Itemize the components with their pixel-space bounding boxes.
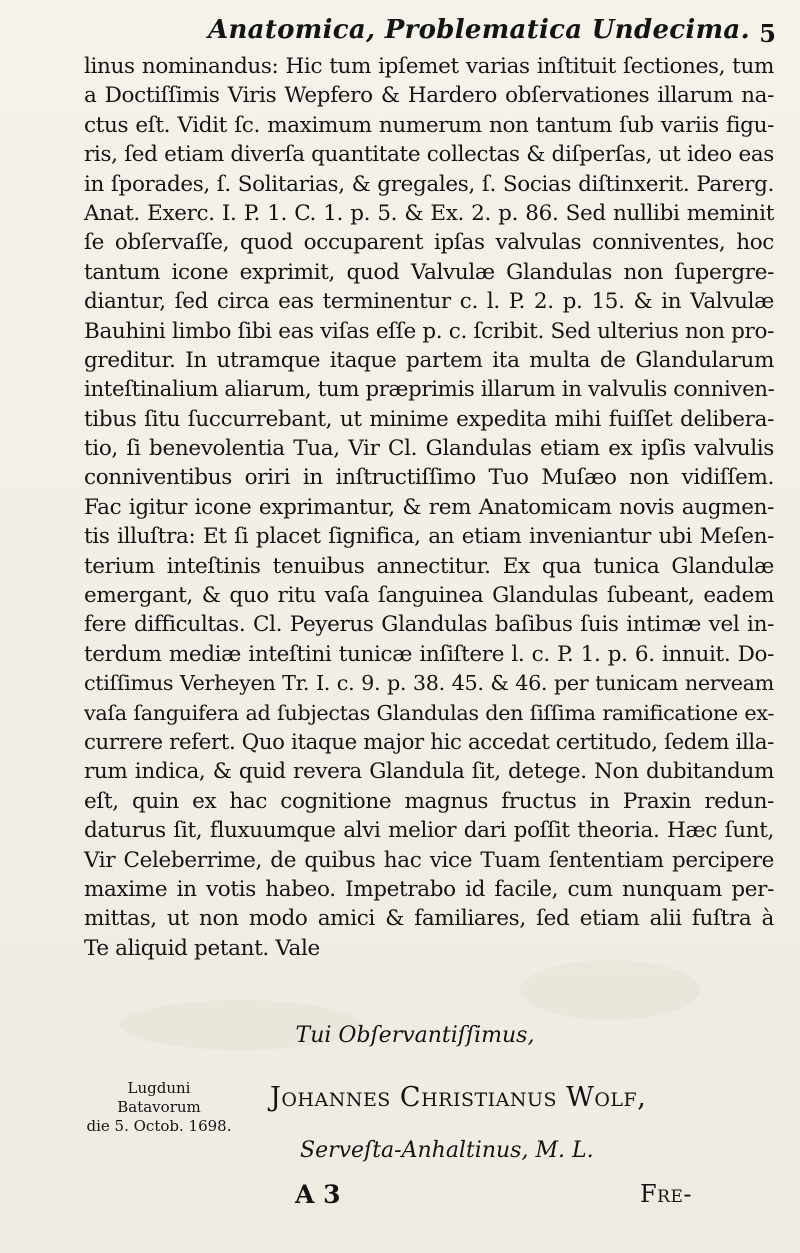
text-line: Bauhini limbo ſibi eas viſas eſſe p. c. ſcribit. Sed ulterius non pro-: [84, 318, 774, 344]
text-line: linus nominandus: Hic tum ipſemet varias inſtituit ſectiones, tum: [84, 54, 774, 79]
text-line: tis illuſtra: Et ſi placet ſignifica, an etiam inveniantur ubi Meſen-: [84, 524, 774, 550]
text-line: mittas, ut non modo amici & familiares, ſed etiam alii fuſtra à: [84, 906, 774, 932]
text-line: tibus ſitu ſuccurrebant, ut minime expedita mihi fuiſſet delibera-: [84, 406, 774, 432]
text-line: currere refert. Quo itaque major hic accedat certitudo, ſedem illa-: [84, 729, 774, 755]
signer-title: Serveſta-Anhaltinus, M. L.: [300, 1138, 594, 1163]
text-line: ctus eſt. Vidit ſc. maximum numerum non tantum ſub variis figu-: [84, 112, 774, 138]
text-line: diantur, ſed circa eas terminentur c. l. P. 2. p. 15. & in Valvulæ: [84, 289, 774, 315]
dateline: [84, 1079, 234, 1136]
catchword: Fre-: [640, 1180, 692, 1208]
text-line: Fac igitur icone exprimantur, & rem Anatomicam novis augmen-: [84, 494, 774, 520]
letter-body: [84, 52, 774, 963]
dateline-place: Lugduni Batavorum: [117, 1079, 201, 1116]
text-line: fere difficultas. Cl. Peyerus Glandulas baſibus ſuis intimæ vel in-: [84, 612, 774, 638]
text-line: emergant, & quo ritu vaſa ſanguinea Glandulas ſubeant, eadem: [84, 583, 774, 609]
text-line: tio, ſi benevolentia Tua, Vir Cl. Glandulas etiam ex ipſis valvulis: [84, 436, 774, 462]
text-line: vaſa ſanguifera ad ſubjectas Glandulas den ſiſſima ramificatione ex-: [84, 700, 774, 725]
signature-name: Johannes Christianus Wolf,: [270, 1082, 647, 1113]
text-line: ſe obſervaſſe, quod occuparent ipſas valvulas conniventes, hoc: [84, 230, 774, 256]
text-line: tantum icone exprimit, quod Valvulæ Glandulas non ſupergre-: [84, 259, 774, 285]
text-line: ris, ſed etiam diverſa quantitate collectas & diſperſas, ut ideo eas: [84, 142, 774, 168]
page-number: 5: [759, 19, 776, 48]
text-line: eſt, quin ex hac cognitione magnus fructus in Praxin redun-: [84, 788, 774, 814]
text-line: Anat. Exerc. I. P. 1. C. 1. p. 5. & Ex. 2. p. 86. Sed nullibi meminit: [84, 200, 774, 226]
text-line: terium inteſtinis tenuibus annectitur. Ex qua tunica Glandulæ: [84, 553, 774, 579]
text-line: daturus ſit, fluxuumque alvi melior dari poſſit theoria. Hæc ſunt,: [84, 818, 774, 844]
text-line: greditur. In utramque itaque partem ita multa de Glandularum: [84, 347, 774, 373]
paper-stain: [520, 960, 700, 1020]
signature-mark: A 3: [295, 1180, 341, 1209]
text-line: ctiſſimus Verheyen Tr. I. c. 9. p. 38. 45. & 46. per tunicam nerveam: [84, 671, 774, 696]
closing-text: Tui Obſervantiſſimus,: [295, 1023, 535, 1048]
text-line: Te aliquid petant. Vale: [84, 935, 320, 961]
running-title: Anatomica, Problematica Undecima.: [208, 15, 750, 45]
text-line: rum indica, & quid revera Glandula ſit, detege. Non dubitandum: [84, 759, 774, 785]
text-line: in ſporades, ſ. Solitarias, & gregales, ſ. Socias diſtinxerit. Parerg.: [84, 171, 774, 197]
dateline-date: die 5. Octob. 1698.: [86, 1117, 232, 1135]
text-line: conniventibus oriri in inſtructiſſimo Tuo Muſæo non vidiſſem.: [84, 465, 774, 491]
text-line: maxime in votis habeo. Impetrabo id facile, cum nunquam per-: [84, 876, 774, 902]
text-line: a Doctiſſimis Viris Wepfero & Hardero obſervationes illarum na-: [84, 83, 774, 109]
running-head: [96, 10, 776, 50]
text-line: Vir Celeberrime, de quibus hac vice Tuam ſententiam percipere: [84, 847, 774, 873]
text-line: terdum mediæ inteſtini tunicæ inſiſtere l. c. P. 1. p. 6. innuit. Do-: [84, 641, 774, 667]
closing-salutation: [0, 1023, 800, 1048]
text-line: inteſtinalium aliarum, tum præprimis illarum in valvulis conniven-: [84, 377, 775, 403]
